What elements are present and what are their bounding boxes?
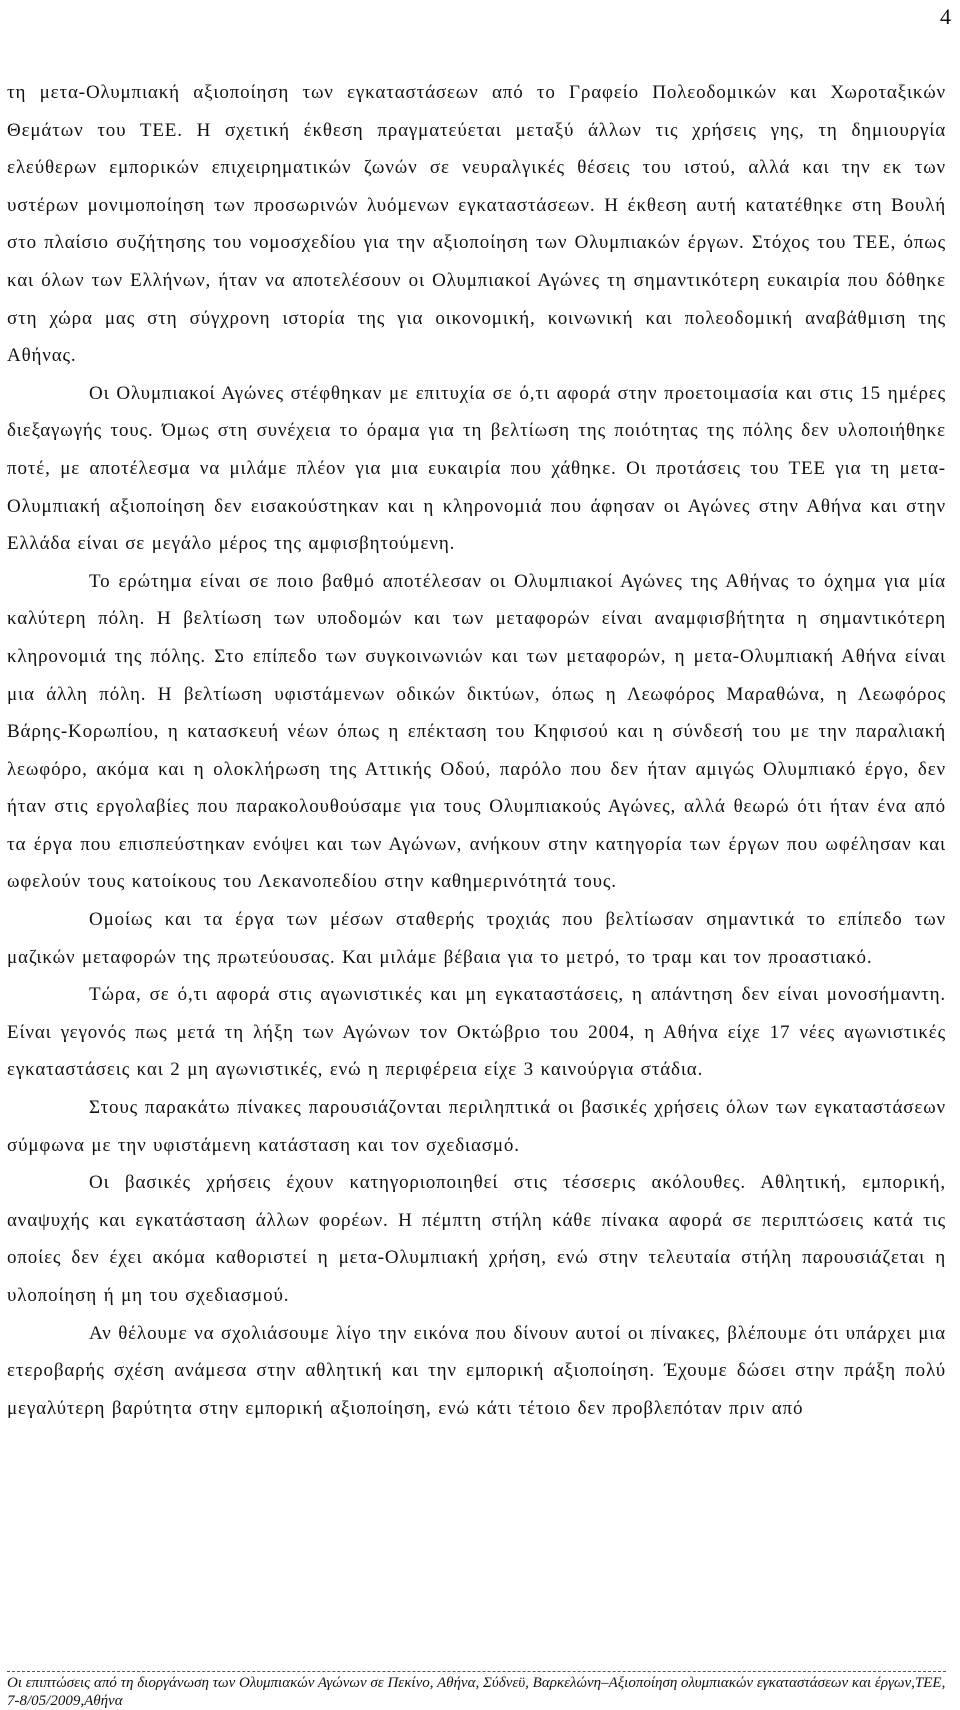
paragraph: Αν θέλουμε να σχολιάσουμε λίγο την εικόνα που δίνουν αυτοί οι πίνακες, βλέπουμε ότι υπάρχει μια ετεροβαρής σχέση ανάμεσα στην αθλητική και την εμπορική αξιοποίηση. Έχουμε δώσει στην πράξη πολύ μεγαλύτερη βαρύτητα στην εμπορική αξιοποίηση, ενώ κάτι τέτοιο δεν προβλεπόταν πριν από: [7, 1322, 946, 1419]
paragraph: Το ερώτημα είναι σε ποιο βαθμό αποτέλεσαν οι Ολυμπιακοί Αγώνες της Αθήνας το όχημα για μία καλύτερη πόλη. Η βελτίωση των υποδομών και των μεταφορών είναι αναμφισβήτητα η σημαντικότερη κληρονομιά της πόλης. Στο επίπεδο των συγκοινωνιών και των μεταφορών, η μετα-Ολυμπιακή Αθήνα είναι μια άλλη πόλη. Η βελτίωση υφιστάμενων οδικών δικτύων, όπως η Λεωφόρος Μαραθώνα, η Λεωφόρος Βάρης-Κορωπίου, η κατασκευή νέων όπως η επέκταση του Κηφισού και η σύνδεσή του με την παραλιακή λεωφόρο, ακόμα και η ολοκλήρωση της Αττικής Οδού, παρόλο που δεν ήταν αμιγώς Ολυμπιακό έργο, δεν ήταν στις εργολαβίες που παρακολουθούσαμε για τους Ολυμπιακούς Αγώνες, αλλά θεωρώ ότι ήταν ένα από τα έργα που επισπεύστηκαν ενόψει και των Αγώνων, ανήκουν στην κατηγορία των έργων που ωφέλησαν και ωφελούν τους κατοίκους του Λεκανοπεδίου στην καθημερινότητά τους.: [7, 570, 946, 893]
paragraph: Οι βασικές χρήσεις έχουν κατηγοριοποιηθεί στις τέσσερις ακόλουθες. Αθλητική, εμπορική, αναψυχής και εγκατάσταση άλλων φορέων. Η πέμπτη στήλη κάθε πίνακα αφορά σε περιπτώσεις κατά τις οποίες δεν έχει ακόμα καθοριστεί η μετα-Ολυμπιακή χρήση, ενώ στην τελευταία στήλη παρουσιάζεται η υλοποίηση ή μη του σχεδιασμού.: [7, 1172, 946, 1306]
paragraph: Τώρα, σε ό,τι αφορά στις αγωνιστικές και μη εγκαταστάσεις, η απάντηση δεν είναι μονοσήμαντη. Είναι γεγονός πως μετά τη λήξη των Αγώνων τον Οκτώβριο του 2004, η Αθήνα είχε 17 νέες αγωνιστικές εγκαταστάσεις και 2 μη αγωνιστικές, ενώ η περιφέρεια είχε 3 καινούργια στάδια.: [7, 984, 946, 1081]
body-text: [7, 74, 946, 1427]
paragraph: τη μετα-Ολυμπιακή αξιοποίηση των εγκαταστάσεων από το Γραφείο Πολεοδομικών και Χωροταξικών Θεμάτων του ΤΕΕ. Η σχετική έκθεση πραγματεύεται μεταξύ άλλων τις χρήσεις γης, τη δημιουργία ελεύθερων εμπορικών επιχειρηματικών ζωνών σε νευραλγικές θέσεις του ιστού, αλλά και την εκ των υστέρων μονιμοποίηση των προσωρινών λυόμενων εγκαταστάσεων. Η έκθεση αυτή κατατέθηκε στη Βουλή στο πλαίσιο συζήτησης του νομοσχεδίου για την αξιοποίηση των Ολυμπιακών έργων. Στόχος του ΤΕΕ, όπως και όλων των Ελλήνων, ήταν να αποτελέσουν οι Ολυμπιακοί Αγώνες τη σημαντικότερη ευκαιρία που δόθηκε στη χώρα μας στη σύγχρονη ιστορία της για οικονομική, κοινωνική και πολεοδομική αναβάθμιση της Αθήνας.: [7, 82, 946, 367]
page-number: 4: [940, 4, 951, 29]
footer-divider: [7, 1671, 946, 1672]
paragraph: Οι Ολυμπιακοί Αγώνες στέφθηκαν με επιτυχία σε ό,τι αφορά στην προετοιμασία και στις 15 ημέρες διεξαγωγής τους. Όμως στη συνέχεια το όραμα για τη βελτίωση της ποιότητας της πόλης δεν υλοποιήθηκε ποτέ, με αποτέλεσμα να μιλάμε πλέον για μια ευκαιρία που χάθηκε. Οι προτάσεις του ΤΕΕ για τη μετα-Ολυμπιακή αξιοποίηση δεν εισακούστηκαν και η κληρονομιά που άφησαν οι Αγώνες στην Αθήνα και στην Ελλάδα είναι σε μεγάλο μέρος της αμφισβητούμενη.: [7, 382, 946, 555]
paragraph: Ομοίως και τα έργα των μέσων σταθερής τροχιάς που βελτίωσαν σημαντικά το επίπεδο των μαζικών μεταφορών της πρωτεύουσας. Και μιλάμε βέβαια για το μετρό, το τραμ και τον προαστιακό.: [7, 909, 946, 968]
paragraph: Στους παρακάτω πίνακες παρουσιάζονται περιληπτικά οι βασικές χρήσεις όλων των εγκαταστάσεων σύμφωνα με την υφιστάμενη κατάσταση και τον σχεδιασμό.: [7, 1097, 946, 1156]
footer-citation: Οι επιπτώσεις από τη διοργάνωση των Ολυμπιακών Αγώνων σε Πεκίνο, Αθήνα, Σύδνεϋ, Βαρκελώνη–Αξιοποίηση ολυμπιακών εγκαταστάσεων και έργων,ΤΕΕ, 7-8/05/2009,Αθήνα: [7, 1675, 946, 1709]
